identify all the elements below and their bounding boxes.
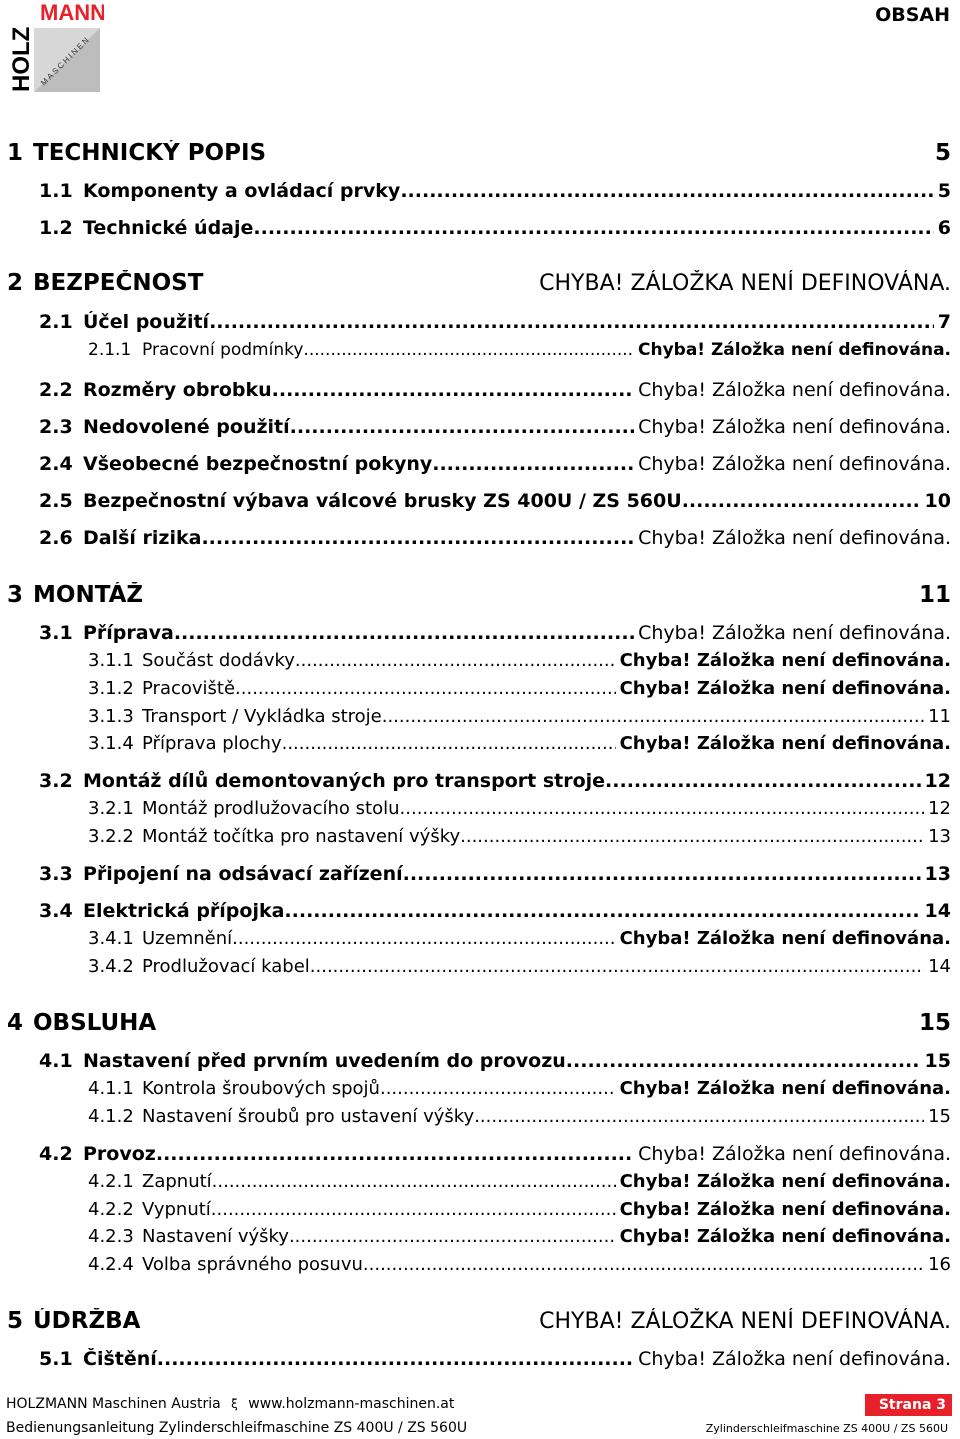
toc-entry-number: 1 [7, 140, 24, 166]
toc-entry-title: Volba správného posuvu [142, 1254, 363, 1275]
toc-entry-title: Zapnutí [142, 1171, 212, 1192]
toc-entry-title: Další rizika [83, 527, 202, 549]
toc-entry-1-2[interactable] [0, 217, 960, 239]
toc-entry-4-2[interactable] [0, 1143, 960, 1165]
toc-entry-title: Transport / Vykládka stroje [142, 706, 382, 727]
toc-entry-title: Nastavení šroubů pro ustavení výšky [142, 1106, 475, 1127]
toc-leader-dots [605, 770, 921, 792]
toc-entry-number: 3.1.3 [88, 706, 134, 727]
toc-entry-3-4-1[interactable] [0, 928, 960, 949]
toc-leader-dots [211, 1199, 616, 1220]
toc-entry-number: 3.4.1 [88, 928, 134, 949]
toc-leader-dots [474, 1106, 924, 1127]
toc-entry-4-2-4[interactable] [0, 1254, 960, 1275]
toc-entry-number: 5 [7, 1308, 24, 1334]
toc-entry-3[interactable] [0, 582, 960, 608]
holzmann-logo [4, 0, 104, 96]
footer-company: HOLZMANN Maschinen Austria [6, 1396, 221, 1412]
toc-entry-title: Nedovolené použití [83, 416, 290, 438]
toc-entry-1-1[interactable] [0, 180, 960, 202]
toc-entry-title: Montáž točítka pro nastavení výšky [142, 826, 461, 847]
toc-entry-number: 2.5 [39, 490, 73, 512]
logo-holz-text: HOLZ [8, 26, 35, 92]
toc-entry-number: 2.6 [39, 527, 73, 549]
toc-bookmark-error: Chyba! Záložka není definována. [619, 1199, 951, 1220]
separator-icon: ξ [231, 1397, 238, 1411]
toc-bookmark-error: Chyba! Záložka není definována. [619, 678, 951, 699]
toc-leader-dots [156, 1143, 634, 1165]
toc-entry-title: Příprava [83, 622, 174, 644]
toc-entry-title: Vypnutí [142, 1199, 211, 1220]
footer-manual: Bedienungsanleitung Zylinderschleifmaschine ZS 400U / ZS 560U [6, 1420, 468, 1436]
footer-website[interactable]: www.holzmann-maschinen.at [248, 1396, 455, 1412]
toc-entry-title: Komponenty a ovládací prvky [83, 180, 401, 202]
toc-bookmark-error: Chyba! Záložka není definována. [619, 733, 951, 754]
toc-entry-title: Montáž prodlužovacího stolu [142, 798, 400, 819]
toc-page-number: 5 [934, 140, 951, 166]
toc-leader-dots [682, 490, 921, 512]
toc-bookmark-error: Chyba! Záložka není definována. [638, 453, 951, 475]
toc-entry-4-1-2[interactable] [0, 1106, 960, 1127]
toc-entry-3-2-1[interactable] [0, 798, 960, 819]
toc-page-number: 10 [924, 490, 951, 512]
toc-leader-dots [272, 379, 634, 401]
toc-leader-dots [460, 826, 924, 847]
toc-entry-number: 4.2 [39, 1143, 73, 1165]
toc-entry-3-2-2[interactable] [0, 826, 960, 847]
toc-leader-dots [209, 311, 934, 333]
toc-entry-2-1[interactable] [0, 311, 960, 333]
toc-entry-number: 3.2.1 [88, 798, 134, 819]
toc-entry-2-5[interactable] [0, 490, 960, 512]
toc-entry-number: 3.1 [39, 622, 73, 644]
toc-entry-3-1[interactable] [0, 622, 960, 644]
toc-page-number: 12 [928, 798, 951, 819]
toc-leader-dots [310, 956, 924, 977]
toc-entry-3-1-3[interactable] [0, 706, 960, 727]
toc-entry-number: 4 [7, 1010, 24, 1036]
toc-page-number: 15 [928, 1106, 951, 1127]
toc-entry-title: Uzemnění [142, 928, 233, 949]
toc-leader-dots [284, 900, 920, 922]
toc-entry-title: Provoz [83, 1143, 156, 1165]
toc-bookmark-error: Chyba! Záložka není definována. [638, 622, 951, 644]
toc-entry-title: Bezpečnostní výbava válcové brusky ZS 400U / ZS 560U [83, 490, 682, 512]
toc-entry-title: Rozměry obrobku [83, 379, 272, 401]
toc-entry-title: Nastavení výšky [142, 1226, 289, 1247]
toc-entry-title: Všeobecné bezpečnostní pokyny [83, 453, 433, 475]
toc-entry-number: 2.1.1 [88, 340, 132, 360]
toc-entry-3-4-2[interactable] [0, 956, 960, 977]
toc-entry-4-1[interactable] [0, 1050, 960, 1072]
toc-entry-number: 3.1.4 [88, 733, 134, 754]
toc-leader-dots [303, 340, 634, 360]
page-number-badge: Strana 3 [865, 1394, 952, 1416]
toc-entry-title: Elektrická přípojka [83, 900, 285, 922]
toc-page-number: 6 [937, 217, 951, 239]
toc-entry-3-1-2[interactable] [0, 678, 960, 699]
footer-company-line [6, 1396, 960, 1412]
toc-entry-number: 4.1.1 [88, 1078, 134, 1099]
toc-entry-2-6[interactable] [0, 527, 960, 549]
toc-entry-title: Kontrola šroubových spojů [142, 1078, 380, 1099]
toc-leader-dots [201, 527, 634, 549]
toc-entry-number: 3.4 [39, 900, 73, 922]
toc-entry-number: 2.1 [39, 311, 73, 333]
toc-entry-2-3[interactable] [0, 416, 960, 438]
toc-page-number: 13 [928, 826, 951, 847]
toc-entry-number: 4.2.3 [88, 1226, 134, 1247]
toc-entry-number: 4.2.1 [88, 1171, 134, 1192]
toc-leader-dots [400, 798, 925, 819]
toc-entry-number: 3.2 [39, 770, 73, 792]
toc-entry-1[interactable] [0, 140, 960, 166]
toc-bookmark-error: Chyba! Záložka není definována. [638, 1143, 951, 1165]
toc-page-number: 13 [924, 863, 951, 885]
toc-page-number: 15 [924, 1050, 951, 1072]
toc-leader-dots [290, 416, 634, 438]
toc-page-number: 7 [937, 311, 951, 333]
toc-entry-number: 5.1 [39, 1348, 73, 1370]
toc-entry-title: BEZPEČNOST [33, 270, 204, 296]
toc-entry-5[interactable] [0, 1308, 960, 1334]
toc-bookmark-error: Chyba! Záložka není definována. [619, 1171, 951, 1192]
toc-entry-title: Technické údaje [83, 217, 254, 239]
toc-entry-title: Čištění [83, 1348, 157, 1370]
toc-entry-title: Montáž dílů demontovaných pro transport stroje [83, 770, 606, 792]
toc-entry-title: Příprava plochy [142, 733, 282, 754]
toc-entry-number: 4.1.2 [88, 1106, 134, 1127]
toc-entry-2[interactable] [0, 270, 960, 296]
toc-page-number: 5 [937, 180, 951, 202]
toc-leader-dots [363, 1254, 924, 1275]
toc-entry-3-2[interactable] [0, 770, 960, 792]
toc-entry-4-2-2[interactable] [0, 1199, 960, 1220]
toc-leader-dots [432, 453, 634, 475]
toc-leader-dots [157, 1348, 634, 1370]
toc-entry-number: 4.2.4 [88, 1254, 134, 1275]
toc-entry-number: 3.1.1 [88, 650, 134, 671]
toc-entry-3-4[interactable] [0, 900, 960, 922]
toc-bookmark-error: CHYBA! ZÁLOŽKA NENÍ DEFINOVÁNA. [539, 271, 951, 296]
toc-entry-number: 2 [7, 270, 24, 296]
toc-entry-number: 3.2.2 [88, 826, 134, 847]
toc-entry-5-1[interactable] [0, 1348, 960, 1370]
footer-model: Zylinderschleifmaschine ZS 400U / ZS 560U [705, 1422, 948, 1435]
toc-entry-title: Nastavení před prvním uvedením do provozu [83, 1050, 566, 1072]
toc-entry-number: 2.3 [39, 416, 73, 438]
toc-entry-number: 3 [7, 582, 24, 608]
toc-entry-title: Účel použití [83, 311, 210, 333]
logo-mann-text: MANN [40, 0, 104, 25]
toc-entry-title: Pracovní podmínky [142, 340, 304, 360]
toc-bookmark-error: Chyba! Záložka není definována. [619, 650, 951, 671]
toc-entry-number: 1.2 [39, 217, 73, 239]
toc-leader-dots [232, 928, 615, 949]
toc-entry-title: Součást dodávky [142, 650, 295, 671]
toc-entry-title: MONTÁŽ [33, 582, 144, 608]
toc-entry-number: 3.4.2 [88, 956, 134, 977]
toc-page-number: 16 [928, 1254, 951, 1275]
toc-entry-number: 4.2.2 [88, 1199, 134, 1220]
toc-entry-title: OBSLUHA [33, 1010, 157, 1036]
toc-bookmark-error: CHYBA! ZÁLOŽKA NENÍ DEFINOVÁNA. [539, 1309, 951, 1334]
toc-leader-dots [253, 217, 933, 239]
toc-page-number: 15 [918, 1010, 951, 1036]
toc-entry-title: ÚDRŽBA [33, 1308, 141, 1334]
toc-entry-number: 3.1.2 [88, 678, 134, 699]
toc-leader-dots [566, 1050, 921, 1072]
toc-entry-2-1-1[interactable] [0, 340, 960, 360]
toc-entry-4-1-1[interactable] [0, 1078, 960, 1099]
toc-entry-3-3[interactable] [0, 863, 960, 885]
toc-bookmark-error: Chyba! Záložka není definována. [638, 1348, 951, 1370]
page-title: OBSAH [875, 4, 950, 26]
toc-page-number: 14 [928, 956, 951, 977]
toc-entry-2-4[interactable] [0, 453, 960, 475]
toc-entry-number: 2.2 [39, 379, 73, 401]
toc-entry-title: TECHNICKÝ POPIS [33, 140, 267, 166]
toc-entry-3-1-4[interactable] [0, 733, 960, 754]
toc-leader-dots [380, 1078, 616, 1099]
toc-page-number: 11 [928, 706, 951, 727]
toc-entry-4[interactable] [0, 1010, 960, 1036]
toc-entry-3-1-1[interactable] [0, 650, 960, 671]
toc-entry-4-2-1[interactable] [0, 1171, 960, 1192]
toc-leader-dots [289, 1226, 616, 1247]
toc-entry-number: 4.1 [39, 1050, 73, 1072]
toc-bookmark-error: Chyba! Záložka není definována. [638, 416, 951, 438]
toc-leader-dots [282, 733, 616, 754]
toc-entry-title: Připojení na odsávací zařízení [83, 863, 403, 885]
toc-entry-title: Pracoviště [142, 678, 236, 699]
toc-entry-number: 3.3 [39, 863, 73, 885]
toc-bookmark-error: Chyba! Záložka není definována. [619, 928, 951, 949]
toc-leader-dots [403, 863, 921, 885]
toc-entry-2-2[interactable] [0, 379, 960, 401]
toc-bookmark-error: Chyba! Záložka není definována. [637, 340, 951, 360]
toc-leader-dots [235, 678, 616, 699]
toc-page-number: 11 [918, 582, 951, 608]
toc-leader-dots [174, 622, 634, 644]
toc-page-number: 12 [924, 770, 951, 792]
toc-entry-number: 2.4 [39, 453, 73, 475]
toc-leader-dots [382, 706, 924, 727]
logo-maschinen-text: MASCHINEN [39, 34, 93, 88]
toc-leader-dots [400, 180, 933, 202]
toc-entry-title: Prodlužovací kabel [142, 956, 310, 977]
toc-leader-dots [295, 650, 616, 671]
toc-entry-4-2-3[interactable] [0, 1226, 960, 1247]
toc-entry-number: 1.1 [39, 180, 73, 202]
toc-leader-dots [212, 1171, 616, 1192]
toc-bookmark-error: Chyba! Záložka není definována. [619, 1078, 951, 1099]
toc-bookmark-error: Chyba! Záložka není definována. [638, 527, 951, 549]
toc-page-number: 14 [924, 900, 951, 922]
toc-bookmark-error: Chyba! Záložka není definována. [619, 1226, 951, 1247]
toc-bookmark-error: Chyba! Záložka není definována. [638, 379, 951, 401]
